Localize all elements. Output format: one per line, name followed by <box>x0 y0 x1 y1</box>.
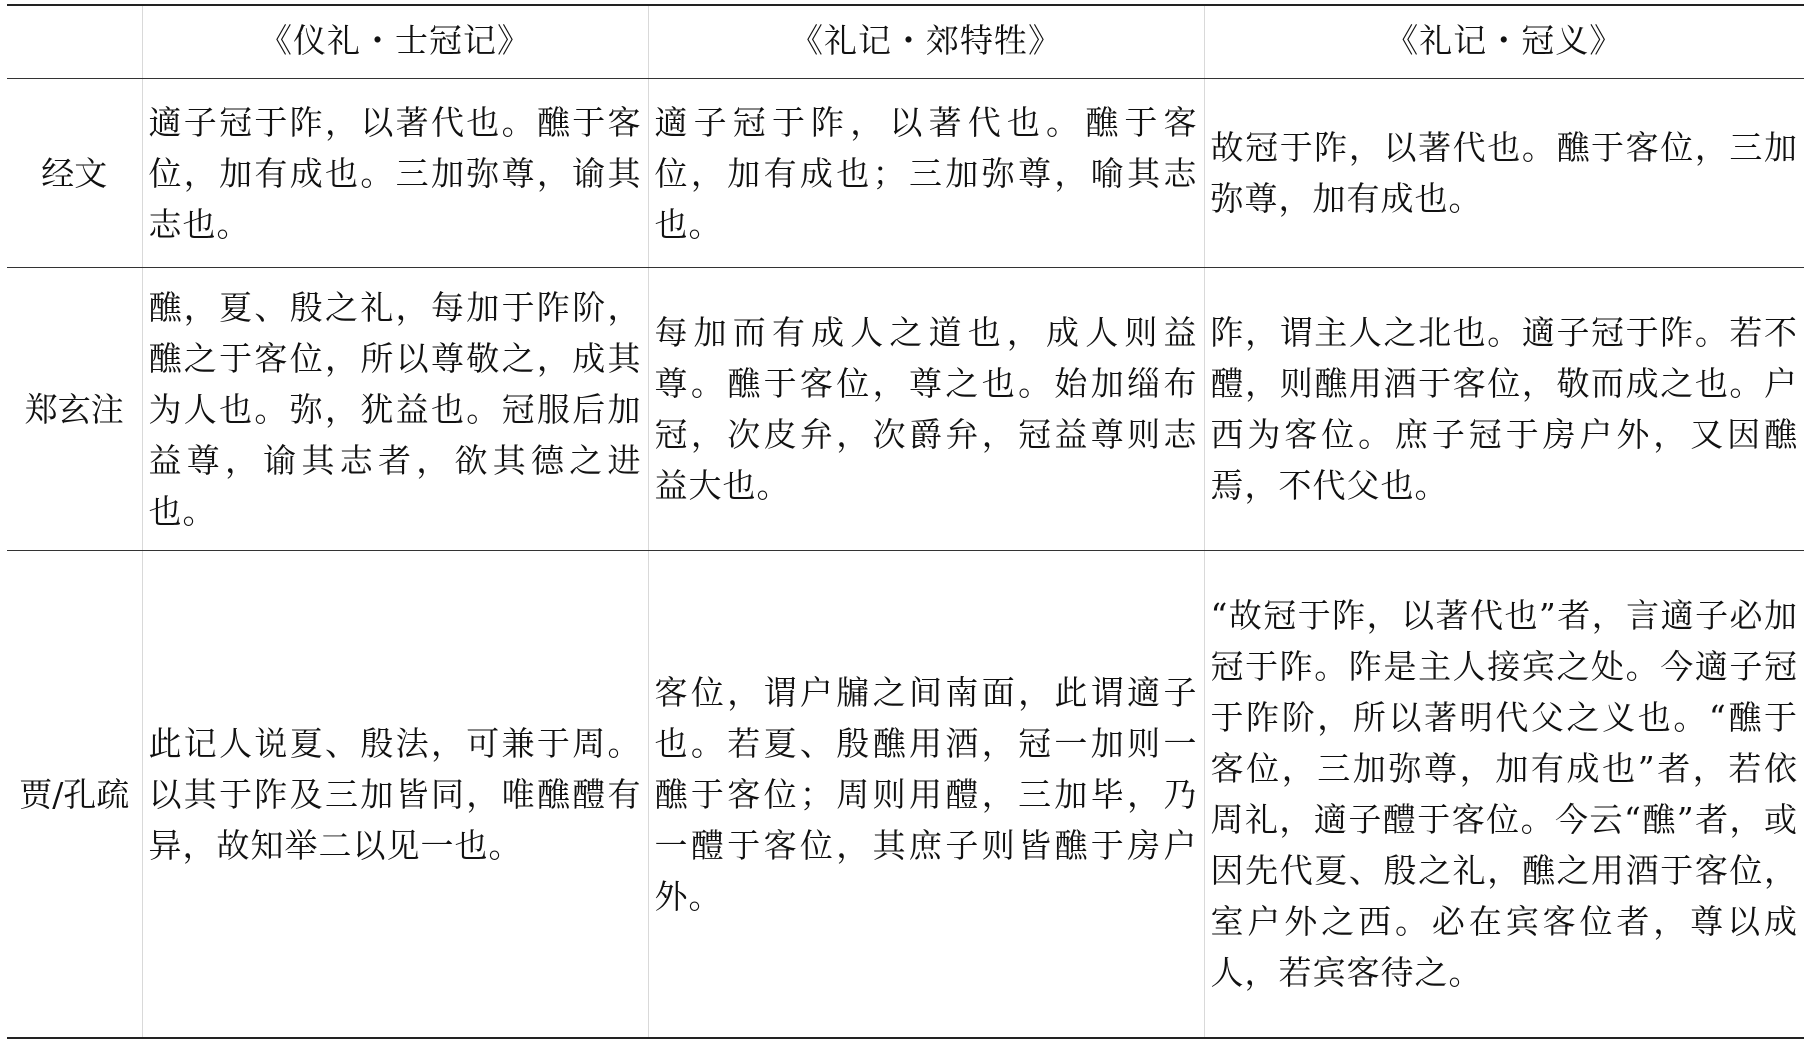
row-label: 贾/孔疏 <box>7 551 142 1039</box>
table-cell: 客位，谓户牖之间南面，此谓適子也。若夏、殷醮用酒，冠一加则一醮于客位；周则用醴，三加毕，乃一醴于客位，其庶子则皆醮于房户外。 <box>648 551 1204 1039</box>
table-cell: 故冠于阼，以著代也。醮于客位，三加弥尊，加有成也。 <box>1204 79 1804 268</box>
table-cell: 每加而有成人之道也，成人则益尊。醮于客位，尊之也。始加缁布冠，次皮弁，次爵弁，冠益尊则志益大也。 <box>648 268 1204 551</box>
comparison-table-container <box>7 4 1804 1039</box>
header-liji-jiaotesheng: 《礼记・郊特牲》 <box>648 5 1204 79</box>
comparison-table <box>7 4 1804 1039</box>
header-yili-shiguanji: 《仪礼・士冠记》 <box>142 5 648 79</box>
header-row <box>7 5 1804 79</box>
table-cell: 適子冠于阼，以著代也。醮于客位，加有成也；三加弥尊，喻其志也。 <box>648 79 1204 268</box>
table-cell: 醮，夏、殷之礼，每加于阼阶，醮之于客位，所以尊敬之，成其为人也。弥，犹益也。冠服后加益尊，谕其志者，欲其德之进也。 <box>142 268 648 551</box>
table-cell: “故冠于阼，以著代也”者，言適子必加冠于阼。阼是主人接宾之处。今適子冠于阼阶，所以著明代父之义也。“醮于客位，三加弥尊，加有成也”者，若依周礼，適子醴于客位。今云“醮”者，或因先代夏、殷之礼，醮之用酒于客位，室户外之西。必在宾客位者，尊以成人，若宾客待之。 <box>1204 551 1804 1039</box>
table-row-jia-kong-shu <box>7 551 1804 1039</box>
table-cell: 此记人说夏、殷法，可兼于周。以其于阼及三加皆同，唯醮醴有异，故知举二以见一也。 <box>142 551 648 1039</box>
table-cell: 阼，谓主人之北也。適子冠于阼。若不醴，则醮用酒于客位，敬而成之也。户西为客位。庶子冠于房户外，又因醮焉，不代父也。 <box>1204 268 1804 551</box>
table-row-jingwen <box>7 79 1804 268</box>
table-row-zheng-xuan-zhu <box>7 268 1804 551</box>
header-liji-guanyi: 《礼记・冠义》 <box>1204 5 1804 79</box>
table-cell: 適子冠于阼，以著代也。醮于客位，加有成也。三加弥尊，谕其志也。 <box>142 79 648 268</box>
row-label: 郑玄注 <box>7 268 142 551</box>
header-corner-cell <box>7 5 142 79</box>
row-label: 经文 <box>7 79 142 268</box>
